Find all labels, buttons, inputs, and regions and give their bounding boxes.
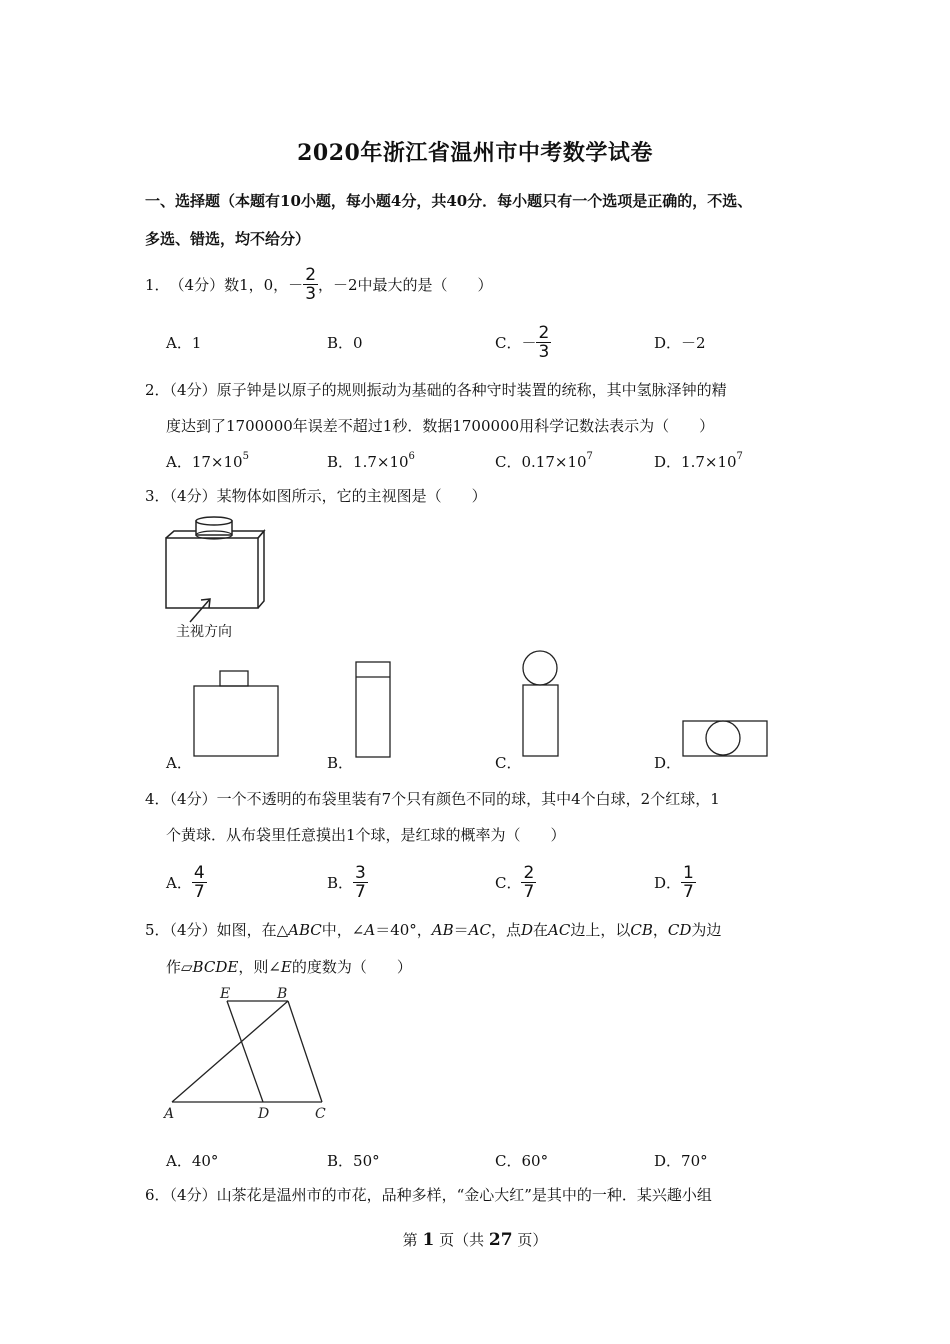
question-text: 原子钟是以原子的规则振动为基础的各种守时装置的统称，其中氢脉泽钟的精 bbox=[216, 381, 727, 399]
option-d: D．$1.7\times 10^7$ bbox=[654, 451, 743, 471]
question-3 bbox=[145, 485, 487, 506]
question-score: （4分） bbox=[169, 381, 217, 399]
question-5: 5．（4分）如图，在△ABC中，∠A＝40°，AB＝AC，点D在AC边上，以CB，CD为边 bbox=[145, 921, 722, 939]
option-c-figure bbox=[520, 650, 562, 758]
question-score: （4分） bbox=[169, 487, 217, 505]
option-b: B． $\frac{3}{7}$ bbox=[327, 862, 366, 902]
fraction: $\frac{2}{3}$ bbox=[305, 264, 317, 304]
option-a-figure bbox=[193, 670, 279, 758]
label-a: A bbox=[164, 1106, 175, 1122]
question-2 bbox=[145, 379, 727, 400]
option-c: C．60° bbox=[495, 1152, 549, 1170]
question-text: 山茶花是温州市的市花，品种多样，“金心大红”是其中的一种．某兴趣小组 bbox=[216, 1186, 712, 1204]
question-text: 某物体如图所示，它的主视图是（ ） bbox=[216, 487, 487, 505]
question-text: ，－2中最大的是（ ） bbox=[318, 275, 493, 294]
question-text: 数1，0，－ bbox=[224, 275, 304, 294]
option-d: D．－2 bbox=[654, 334, 706, 352]
question-number: 6． bbox=[145, 1186, 170, 1204]
option-b: B．50° bbox=[327, 1152, 380, 1170]
option-b-figure bbox=[355, 661, 391, 758]
question-4 bbox=[145, 788, 720, 809]
option-a: A．1 bbox=[166, 334, 202, 352]
question-text: 一个不透明的布袋里装有7个只有颜色不同的球，其中4个白球，2个红球，1 bbox=[216, 790, 720, 808]
question-6 bbox=[145, 1184, 712, 1205]
option-a: A．$17\times 10^5$ bbox=[166, 451, 249, 471]
section-header-line2: 多选、错选，均不给分） bbox=[145, 230, 311, 248]
fraction: $\frac{2}{7}$ bbox=[523, 862, 535, 902]
option-d: D．70° bbox=[654, 1152, 708, 1170]
figure-caption: 主视方向 bbox=[176, 624, 232, 640]
option-d-figure bbox=[682, 720, 768, 758]
label-e: E bbox=[220, 986, 231, 1002]
option-c: C． $\frac{2}{7}$ bbox=[495, 862, 535, 902]
question-2-line2: 度达到了1700000年误差不超过1秒．数据1700000用科学记数法表示为（ ） bbox=[166, 417, 715, 435]
question-number: 3． bbox=[145, 487, 170, 505]
page-number: 1 bbox=[422, 1230, 435, 1250]
fraction: $\frac{1}{7}$ bbox=[683, 862, 694, 902]
question-1 bbox=[145, 264, 493, 304]
total-pages: 27 bbox=[488, 1230, 513, 1250]
question-score: （4分） bbox=[169, 1186, 217, 1204]
page-footer: 第 1 页（共 27 页） bbox=[402, 1230, 548, 1250]
option-c: C． bbox=[495, 754, 522, 772]
label-b: B bbox=[277, 986, 288, 1002]
question-number: 1． bbox=[145, 275, 170, 294]
question-5-line2: 作▱BCDE，则∠E的度数为（ ） bbox=[166, 958, 412, 976]
option-c: C．$0.17\times 10^7$ bbox=[495, 451, 593, 471]
option-c: C．－ $\frac{2}{3}$ bbox=[495, 322, 550, 362]
option-a: A． $\frac{4}{7}$ bbox=[166, 862, 205, 902]
fraction: $\frac{3}{7}$ bbox=[355, 862, 366, 902]
option-d: D． bbox=[654, 754, 682, 772]
option-b: B． bbox=[327, 754, 354, 772]
option-b: B．$1.7\times 10^6$ bbox=[327, 451, 415, 471]
question-4-line2: 个黄球．从布袋里任意摸出1个球，是红球的概率为（ ） bbox=[166, 826, 566, 844]
question-score: （4分） bbox=[169, 275, 225, 294]
page-title: 2020年浙江省温州市中考数学试卷 bbox=[297, 140, 653, 166]
question-number: 5． bbox=[145, 921, 170, 939]
option-d: D． $\frac{1}{7}$ bbox=[654, 862, 694, 902]
question-number: 2． bbox=[145, 381, 170, 399]
option-b: B．0 bbox=[327, 334, 363, 352]
label-d: D bbox=[258, 1106, 270, 1122]
fraction: $\frac{2}{3}$ bbox=[538, 322, 550, 362]
question-score: （4分） bbox=[169, 790, 217, 808]
option-a: A． bbox=[166, 754, 192, 772]
question-score: （4分） bbox=[169, 921, 217, 939]
parallelogram-figure bbox=[160, 982, 340, 1122]
fraction: $\frac{4}{7}$ bbox=[193, 862, 205, 902]
section-header-line1: 一、选择题（本题有10小题，每小题4分，共40分．每小题只有一个选项是正确的，不选、 bbox=[145, 192, 753, 210]
option-a: A．40° bbox=[166, 1152, 219, 1170]
question-number: 4． bbox=[145, 790, 170, 808]
label-c: C bbox=[315, 1106, 326, 1122]
